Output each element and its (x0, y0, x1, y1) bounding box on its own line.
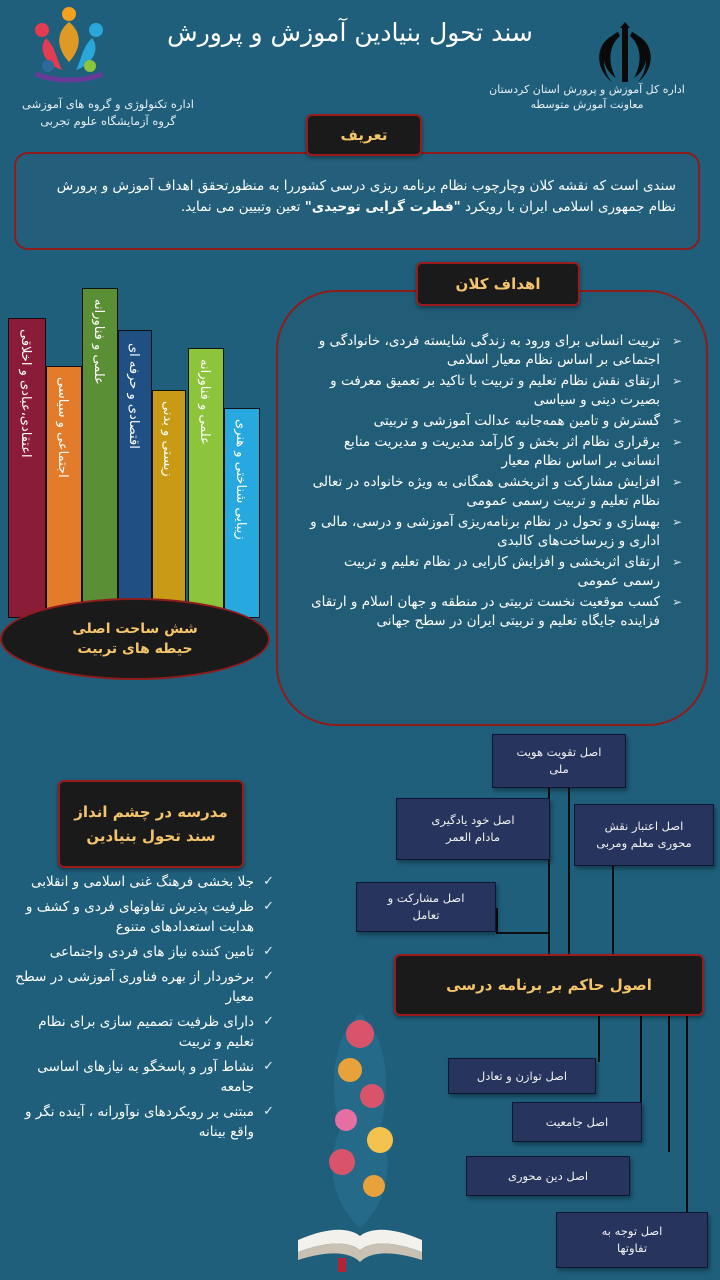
list-item: ➢ ارتقای اثربخشی و افزایش کارایی در نظام تعلیم و تربیت رسمی عمومی (304, 553, 682, 591)
list-item: ✓ دارای ظرفیت تصمیم سازی برای نظام تعلیم و تربیت (14, 1012, 274, 1052)
principle-node: اصل دین محوری (466, 1156, 630, 1196)
principle-node: اصل تقویت هویت ملی (492, 734, 626, 788)
principle-node: اصل مشارکت و تعامل (356, 882, 496, 932)
definition-text-1: سندی است که نقشه کلان وچارچوب نظام برنامه ریزی درسی کشوررا به منظورتحقق اهداف آموزش و پرورش نظام جمهوری اسلامی ایران با رویکرد (56, 178, 676, 215)
org-left-line1: اداره تکنولوژی و گروه های آموزشی (22, 97, 194, 111)
page-title: سند تحول بنیادین آموزش و پرورش (167, 18, 533, 47)
definition-text-2: تعین وتبیین می نماید. (180, 199, 305, 215)
connector-line (496, 908, 498, 932)
flower-book-icon (290, 1000, 430, 1275)
domains-caption (0, 598, 270, 680)
school-list (14, 872, 274, 1147)
connector-line (686, 1012, 688, 1212)
principles-center: اصول حاکم بر برنامه درسی (394, 954, 704, 1016)
connector-line (612, 866, 614, 956)
school-tag-line1: مدرسه در چشم انداز (74, 803, 228, 821)
domains-books (0, 280, 270, 630)
list-item: ➢ گسترش و تامین همه‌جانبه عدالت آموزشی و تربیتی (304, 412, 682, 431)
definition-tag: تعریف (306, 114, 422, 156)
org-right-line1: اداره کل آموزش و پرورش استان کردستان (489, 83, 685, 96)
org-left-line2: گروه آزمایشگاه علوم تجربی (40, 114, 176, 128)
list-item: ✓ مبتنی بر رویکردهای نوآورانه ، آینده نگر و واقع بینانه (14, 1102, 274, 1142)
connector-line (568, 786, 570, 956)
principle-node: اصل توجه به تفاوتها (556, 1212, 708, 1268)
list-item: ➢ بهسازی و تحول در نظام برنامه‌ریزی آموزشی و درسی، مالی و اداری و زیرساخت‌های کالبدی (304, 513, 682, 551)
connector-line (668, 1012, 670, 1152)
list-item: ✓ نشاط آور و پاسخگو به نیازهای اساسی جامعه (14, 1057, 274, 1097)
principle-node: اصل جامعیت (512, 1102, 642, 1142)
book-biological: زیستی و بدنی (152, 390, 186, 618)
list-item: ➢ کسب موقعیت نخست تربیتی در منطقه و جهان اسلام و ارتقای فزاینده جایگاه تعلیم و تربیتی ایران در سطح جهانی (304, 593, 682, 631)
school-tag (58, 780, 244, 868)
goals-box (276, 290, 708, 726)
iran-emblem-icon (590, 22, 660, 86)
book-science-1: علمی و فناورانه (82, 288, 118, 618)
book-belief: اعتقادی،عبادی و اخلاقی (8, 318, 46, 618)
list-item: ➢ افزایش مشارکت و اثربخشی همگانی به ویژه خانواده در تعالی نظام تعلیم و تربیت رسمی عمومی (304, 473, 682, 511)
book-social: اجتماعی و سیاسی (46, 366, 82, 618)
connector-line (496, 932, 548, 934)
list-item: ✓ ظرفیت پذیرش تفاوتهای فردی و کشف و هدایت استعدادهای متنوع (14, 897, 274, 937)
principle-node: اصل توازن و تعادل (448, 1058, 596, 1094)
org-right-caption (472, 82, 702, 112)
goals-tag: اهداف کلان (416, 262, 580, 306)
book-science-2: علمی و فناورانه (188, 348, 224, 618)
definition-text-bold: "فطرت گرایی توحیدی" (304, 199, 461, 215)
goals-list (304, 332, 682, 631)
domains-caption-line2: حیطه های تربیت (77, 641, 193, 657)
principle-node: اصل خود یادگیری مادام العمر (396, 798, 550, 860)
org-right-line2: معاونت آموزش متوسطه (530, 98, 644, 111)
list-item: ➢ ارتقای نقش نظام تعلیم و تربیت با تاکید بر تعمیق معرفت و بصیرت دینی و سیاسی (304, 372, 682, 410)
book-economic: اقتصادی و حرفه ای (118, 330, 152, 618)
principle-node: اصل اعتبار نقش محوری معلم ومربی (574, 804, 714, 866)
connector-line (640, 1012, 642, 1102)
list-item: ✓ برخوردار از بهره فناوری آموزشی در سطح معیار (14, 967, 274, 1007)
list-item: ✓ تامین کننده نیاز های فردی واجتماعی (14, 942, 274, 962)
school-tag-line2: سند تحول بنیادین (86, 827, 216, 845)
book-aesthetic: زیبایی شناختی و هنری (224, 408, 260, 618)
org-left-caption (8, 96, 208, 130)
domains-caption-line1: شش ساحت اصلی (72, 621, 198, 637)
group-logo-icon (26, 4, 112, 84)
list-item: ➢ تربیت انسانی برای ورود به زندگی شایسته فردی، خانوادگی و اجتماعی بر اساس نظام معیار اسلامی (304, 332, 682, 370)
list-item: ✓ جلا بخشی فرهنگ غنی اسلامی و انقلابی (14, 872, 274, 892)
connector-line (598, 1012, 600, 1062)
definition-box (14, 152, 700, 250)
list-item: ➢ برقراری نظام اثر بخش و کارآمد مدیریت و مدیریت منابع انسانی بر اساس نظام معیار (304, 433, 682, 471)
